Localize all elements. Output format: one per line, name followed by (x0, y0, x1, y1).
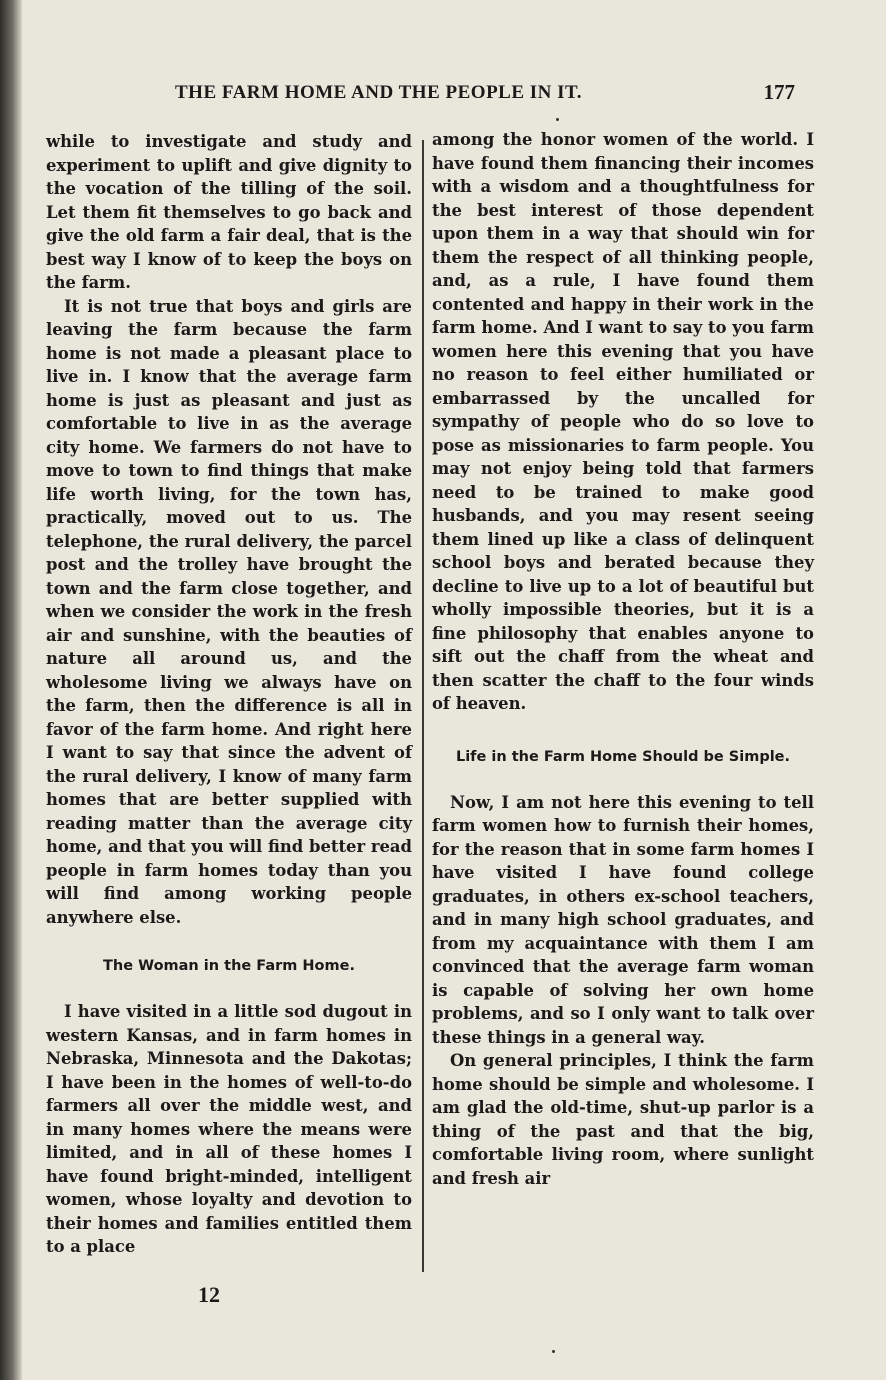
paragraph: I have visited in a little sod dugout in western Kansas, and in farm homes in Nebraska, Minnesota and the Dakotas; I have been in the homes of well-to-do farmers all over the middle west, and in many homes where the means were limited, and in all of these homes I have found bright-minded, intelligent women, whose loyalty and devotion to their homes and families entitled them to a place (46, 1002, 412, 1256)
book-spine-shadow (0, 0, 22, 1380)
running-title: THE FARM HOME AND THE PEOPLE IN IT. (175, 82, 583, 103)
section-heading: The Woman in the Farm Home. (103, 958, 355, 974)
right-column (432, 128, 814, 1190)
paragraph: Now, I am not here this evening to tell farm women how to furnish their homes, for the reason that in some farm homes I have visited I have found college graduates, in others ex-school teachers, and in many high school graduates, and from my acquaintance with them I am convinced that the average farm woman is capable of solving her own home problems, and so I only want to talk over these things in a general way. (432, 792, 814, 1047)
page-number: 177 (763, 80, 795, 104)
paragraph: On general principles, I think the farm home should be simple and wholesome. I am glad the old-time, shut-up parlor is a thing of the past and that the big, comfortable living room, where sunlight and fresh air (432, 1051, 814, 1188)
signature-mark: 12 (198, 1282, 220, 1307)
section-heading: Life in the Farm Home Should be Simple. (455, 748, 791, 765)
print-speck (552, 1350, 555, 1353)
column-divider (422, 140, 424, 1272)
paragraph: while to investigate and study and experiment to uplift and give dignity to the vocation of the tilling of the soil. Let them fit themselves to go back and give the old farm a fair deal, that is the best way I know of to keep the boys on the farm. (46, 132, 412, 292)
running-header (175, 82, 795, 110)
paragraph: It is not true that boys and girls are leaving the farm because the farm home is not made a pleasant place to live in. I know that the average farm home is just as pleasant and just as comfortable to live in as the average city home. We farmers do not have to move to town to find things that make life worth living, for the town has, practically, moved out to us. The telephone, the rural delivery, the parcel post and the trolley have brought the town and the farm close together, and when we consider the work in the fresh air and sunshine, with the beauties of nature all around us, and the wholesome living we always have on the farm, then the difference is all in favor of the farm home. And right here I want to say that since the advent of the rural delivery, I know of many farm homes that are better supplied with reading matter than the average city home, and that you will find better read people in farm homes today than you will find among working people anywhere else. (46, 296, 412, 927)
print-speck (556, 118, 559, 121)
paragraph: among the honor women of the world. I have found them financing their incomes with a wisdom and a thoughtfulness for the best interest of those dependent upon them in a way that should win for them the respect of all thinking people, and, as a rule, I have found them contented and happy in their work in the farm home. And I want to say to you farm women here this evening that you have no reason to feel either humiliated or embarrassed by the uncalled for sympathy of people who do so love to pose as missionaries to farm people. You may not enjoy being told that farmers need to be trained to make good husbands, and you may resent seeing them lined up like a class of delinquent school boys and berated because they decline to live up to a lot of beautiful but wholly impossible theories, but it is a fine philosophy that enables anyone to sift out the chaff from the wheat and then scatter the chaff to the four winds of heaven. (432, 130, 814, 713)
left-column (46, 130, 412, 1259)
